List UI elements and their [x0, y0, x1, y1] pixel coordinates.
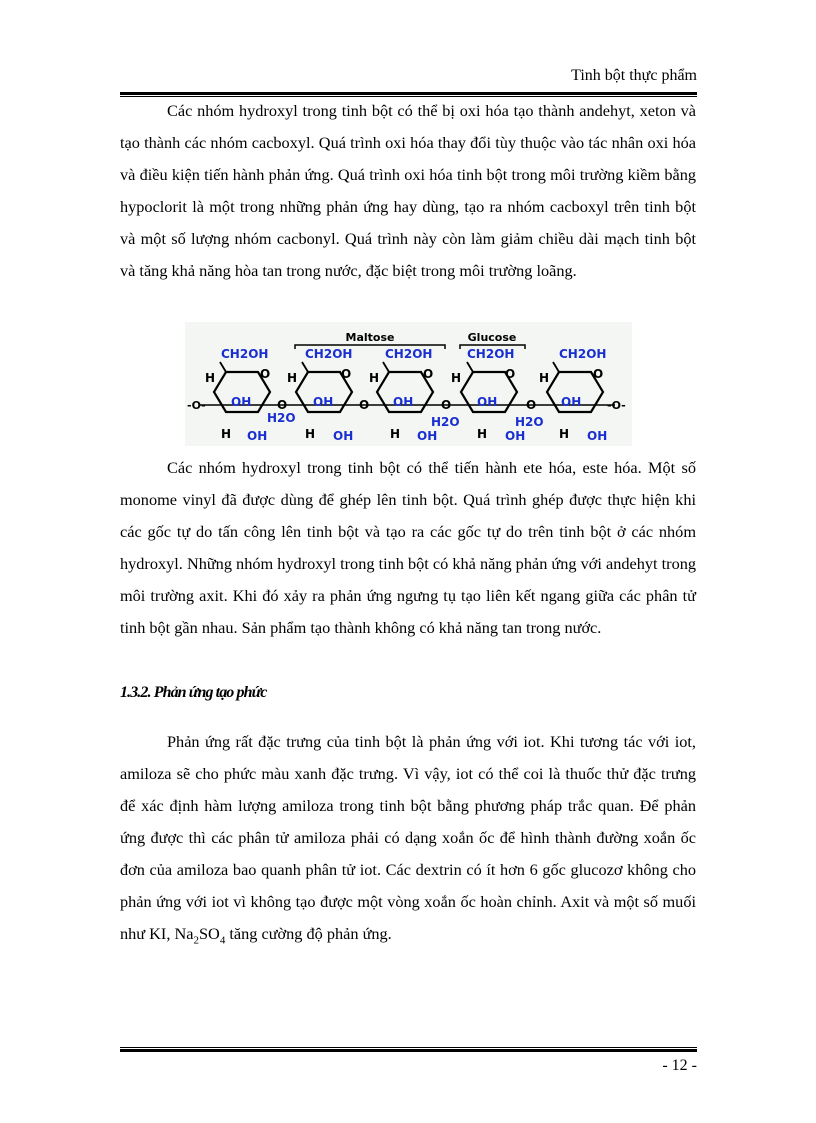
unit3-oh-bottom: OH — [417, 429, 438, 443]
unit2-oh: OH — [313, 395, 334, 409]
glucose-unit-5 — [539, 347, 607, 443]
unit4-o-ring: O — [505, 367, 516, 381]
unit3-h-left: H — [369, 371, 380, 385]
unit4-oh: OH — [477, 395, 498, 409]
unit1-o-ring: O — [260, 367, 271, 381]
unit5-oh-bottom: OH — [587, 429, 608, 443]
unit5-oh: OH — [561, 395, 582, 409]
link-o-4: O — [526, 398, 537, 412]
glucose-unit-3 — [369, 347, 460, 443]
unit5-o-ring: O — [593, 367, 604, 381]
glucose-unit-1 — [205, 347, 296, 443]
link-o-1: O — [277, 398, 288, 412]
unit5-ch2oh: CH2OH — [559, 347, 607, 361]
unit3-oh: OH — [393, 395, 414, 409]
paragraph-oxidation: Các nhóm hydroxyl trong tinh bột có thể bị oxi hóa tạo thành andehyt, xeton và tạo thành các nhóm cacboxyl. Quá trình oxi hóa thay đổi tùy thuộc vào tác nhân oxi hóa và điều kiện tiến hành phản ứng. Quá trình oxi hóa tinh bột trong môi trường kiềm bằng hypoclorit là một trong những phản ứng hay dùng, tạo ra nhóm cacboxyl trên tinh bột và một số lượng nhóm cacbonyl. Quá trình này còn làm giảm chiều dài mạch tinh bột và tăng khả năng hòa tan trong nước, đặc biệt trong môi trường loãng. — [120, 101, 696, 280]
link-o-3: O — [441, 398, 452, 412]
footer-rule — [120, 1047, 697, 1052]
unit3-ch2oh: CH2OH — [385, 347, 433, 361]
page-number: - 12 - — [662, 1057, 697, 1074]
header-title: Tinh bột thực phẩm — [571, 67, 697, 84]
unit5-h-bottom: H — [559, 427, 570, 441]
unit1-ch2oh: CH2OH — [221, 347, 269, 361]
unit4-h-bottom: H — [477, 427, 488, 441]
paragraph-etherification: Các nhóm hydroxyl trong tinh bột có thể tiến hành ete hóa, este hóa. Một số monome vinyl đã được dùng để ghép lên tinh bột. Quá trình ghép được thực hiện khi các gốc tự do tấn công lên tinh bột và tạo ra các gốc tự do trên tinh bột ở các nhóm hydroxyl. Những nhóm hydroxyl trong tinh bột có khả năng phản ứng với andehyt trong môi trường axit. Khi đó xảy ra phản ứng ngưng tụ tạo liên kết ngang giữa các phân tử tinh bột gần nhau. Sản phẩm tạo thành không có khả năng tan trong nước. — [120, 458, 696, 637]
glucose-unit-2 — [287, 347, 353, 443]
unit1-oh: OH — [231, 395, 252, 409]
unit3-h2o: H2O — [431, 415, 460, 429]
right-bond-label: -O- — [607, 399, 626, 412]
unit5-h-left: H — [539, 371, 550, 385]
link-o-2: O — [359, 398, 370, 412]
unit2-oh-bottom: OH — [333, 429, 354, 443]
unit4-oh-bottom: OH — [505, 429, 526, 443]
unit2-h-bottom: H — [305, 427, 316, 441]
unit4-h-left: H — [451, 371, 462, 385]
unit2-o-ring: O — [341, 367, 352, 381]
unit3-h-bottom: H — [390, 427, 401, 441]
glucose-label: Glucose — [467, 331, 517, 344]
unit4-ch2oh: CH2OH — [467, 347, 515, 361]
left-bond-label: -O- — [187, 399, 206, 412]
molecule-diagram — [185, 322, 632, 446]
unit1-h2o: H2O — [267, 411, 296, 425]
section-heading: 1.3.2. Phản ứng tạo phức — [120, 684, 267, 701]
maltose-glucose-structure-figure — [185, 322, 632, 446]
maltose-label: Maltose — [345, 331, 395, 344]
unit1-h-bottom: H — [221, 427, 232, 441]
unit1-h-left: H — [205, 371, 216, 385]
unit2-ch2oh: CH2OH — [305, 347, 353, 361]
paragraph-complex-reaction: Phản ứng rất đặc trưng của tinh bột là phản ứng với iot. Khi tương tác với iot, amiloza sẽ cho phức màu xanh đặc trưng. Vì vậy, iot có thể coi là thuốc thử đặc trưng để xác định hàm lượng amiloza trong tinh bột bằng phương pháp trắc quan. Để phản ứng được thì các phân tử amiloza phải có dạng xoắn ốc để hình thành đường xoắn ốc đơn của amiloza bao quanh phân tử iot. Các dextrin có ít hơn 6 gốc glucozơ không cho phản ứng với iot vì không tạo được một vòng xoắn ốc hoàn chỉnh. Axit và một số muối như KI, $Na_2SO_4$ tăng cường độ phản ứng. — [120, 732, 696, 947]
glucose-unit-4 — [451, 347, 544, 443]
unit2-h-left: H — [287, 371, 298, 385]
unit4-h2o: H2O — [515, 415, 544, 429]
unit1-oh-bottom: OH — [247, 429, 268, 443]
unit3-o-ring: O — [423, 367, 434, 381]
